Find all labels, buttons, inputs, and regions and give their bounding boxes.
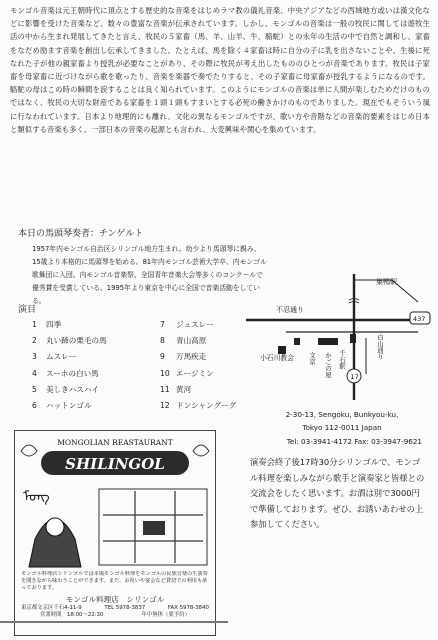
map-route-badge xyxy=(347,369,361,383)
program-item-title: ジュスレー xyxy=(176,320,214,329)
program-item-title: ドンシャングーグ xyxy=(176,401,237,410)
map-church-label: 小石川教会 xyxy=(260,354,294,362)
ad-tel: TEL 5978-3837 xyxy=(104,605,146,611)
program-item-title: 万馬疾走 xyxy=(176,352,207,362)
access-map xyxy=(246,272,434,402)
svg-text:437: 437 xyxy=(413,315,426,323)
map-store-label: かごの屋 xyxy=(324,352,332,378)
program-item-number: 1 xyxy=(32,320,37,329)
ad-shop-name: モンゴル料理店 シリンゴル xyxy=(65,595,165,604)
store-marker xyxy=(318,338,338,345)
after-event-notice: 演奏会終了後17時30分シリンゴルで、モンゴル料理を楽しみながら歌手と演奏家と皆様との交流会をしたく思います。お酒は別で3000円で準備しております。ぜひ、お誘いあわせの上参加してください。 xyxy=(250,457,425,530)
performer-heading: 本日の馬頭琴奏者：チンゲルト xyxy=(18,229,144,239)
map-chiseki-label: 千石駅 xyxy=(338,350,346,370)
address-line1: 2-30-13, Sengoku, Bunkyou-ku, xyxy=(285,410,399,419)
program-item-title: 黄河 xyxy=(176,384,192,394)
mongol-script-icon: ᠮᠣᠩ xyxy=(23,489,50,505)
program-item-title: ムスレー xyxy=(46,352,77,362)
program-item xyxy=(32,384,99,395)
program-item-number: 3 xyxy=(32,352,37,362)
svg-text:17: 17 xyxy=(350,373,359,381)
church-marker xyxy=(278,346,286,354)
program-heading: 演目 xyxy=(18,305,37,315)
program-item-title: 青山高原 xyxy=(176,336,207,346)
intro-text: モンゴル音楽は元王朝時代に頂点とする歴史的な音楽をはじめラマ教の儀礼音楽、中央アジアなどの西域地方或いは漢文化などに影響を受けた音楽など、数々の豊富な音楽が伝承されています。しかし、モンゴルの音楽は一般の牧民に関しては遊牧生活の中から生まれ発展してきたと言え、牧民の５家畜（馬、羊、山羊、牛、駱駝）との永年の生活の中で自然と調和し、家畜をなだめ励ます音楽を創出し伝承してきました。たとえば、馬を除く４家畜は時に自分の子に乳を出さないことや、生後に死なれた子が他の親家畜より授乳が必要なことがあり、その際に牧民が考え出したもののひとつが音楽であります。牧民は子家畜を母家畜に近づけながら歌を歌ったり、音楽を楽器で奏でたりすると、その子家畜に母家畜が授乳するようになるのです。駱駝の母はこの時の瞬間を涙することは良く知られています。このようにモンゴルの音楽は単に人間が楽しむためだけのものではなく、牧民の大切な財産である家畜を１頭１頭もすまいとする必死の働きかけのものでありました。現在でもそういう風に行なわれています。日本より地理的にも離れ、文化の異なるモンゴルですが、歌い方や音階などの音楽的要素をはじめ日本と類似する音楽も多く、一部日本の音楽の起源とも言われ、大変興味や関心を集めています。 xyxy=(10,6,430,134)
bottom-rule xyxy=(0,621,228,623)
program-item-number: 11 xyxy=(160,384,170,394)
program-item xyxy=(32,319,61,330)
program-item xyxy=(32,400,92,411)
restaurant-ad xyxy=(14,430,216,636)
program-item-title: 丸い蹄の栗毛の馬 xyxy=(46,336,107,346)
program-item xyxy=(32,335,107,346)
program-item-number: 7 xyxy=(160,320,165,329)
restaurant-ad-art xyxy=(15,431,215,635)
venue-address xyxy=(250,408,434,448)
station-marker xyxy=(350,334,356,343)
ad-name: SHILINGOL xyxy=(65,455,165,473)
map-road-shinobazu: 不忍通り xyxy=(276,306,304,314)
program-item-number: 12 xyxy=(160,401,170,410)
program-item-number: 5 xyxy=(32,384,37,394)
program-item xyxy=(32,351,76,362)
map-station-label: 巣鴨駅 xyxy=(376,278,397,286)
ad-address: 東京都文京区千石4-11-9 xyxy=(21,605,82,611)
ad-top-text: MONGOLIAN REASTAURANT xyxy=(57,438,173,447)
ad-map-shop-marker xyxy=(143,521,165,535)
program-item-title: スーホの白い馬 xyxy=(46,368,99,378)
program-item-number: 9 xyxy=(160,352,165,362)
program-item-title: ハットンゴル xyxy=(46,401,92,410)
program-item xyxy=(160,400,236,411)
program-item-title: 四季 xyxy=(46,320,62,329)
ad-description: モンゴル料理店シリンゴルでは本場モンゴル料理をモンゴルの民族音楽の生演奏を聞きながら味わうことができます。また、お祝いや宴会など貸切での利用も承っております。 xyxy=(21,571,208,591)
program-item-number: 2 xyxy=(32,336,37,346)
map-school-label: 文京 xyxy=(308,352,316,365)
singer-face-icon xyxy=(46,518,64,536)
program-item-number: 10 xyxy=(160,368,170,378)
program-item xyxy=(32,368,99,379)
ad-fax: FAX 5978-3840 xyxy=(167,605,209,611)
map-route-badge-top xyxy=(410,312,430,324)
program-item xyxy=(160,368,214,379)
program-item-number: 8 xyxy=(160,336,165,346)
program-item xyxy=(160,319,214,330)
performer-bio: 1957年内モンゴル自治区シリンゴル地方生まれ。幼少より馬頭琴に親み、15歳より本格的に馬頭琴を始める。81年内モンゴル芸術大学卒、内モンゴル歌舞団に入団。内モンゴル音楽祭、全国青年音楽大会等多くのコンクールで優秀賞を受賞している。1995年より東京を中心に全国で音楽活動をしている。 xyxy=(32,245,267,305)
program-item xyxy=(160,351,206,362)
program-item-number: 6 xyxy=(32,401,37,410)
school-marker xyxy=(294,338,300,345)
address-line2: Tokyo 112-0011 Japan xyxy=(302,423,382,432)
program-item-number: 4 xyxy=(32,368,37,378)
program-item xyxy=(160,384,191,395)
program-item-title: エージミン xyxy=(176,368,214,378)
address-tel: Tel: 03-3941-4172 Fax: 03-3947-9621 xyxy=(286,437,422,446)
map-road-hakusan: 白山通り xyxy=(376,334,384,360)
ad-holiday: 年中無休（要予約） xyxy=(141,612,190,618)
program-item xyxy=(160,335,206,346)
program-item-title: 美しきハスハイ xyxy=(46,384,100,394)
ad-hours: 営業時間 18:00〜22:30 xyxy=(40,612,104,618)
